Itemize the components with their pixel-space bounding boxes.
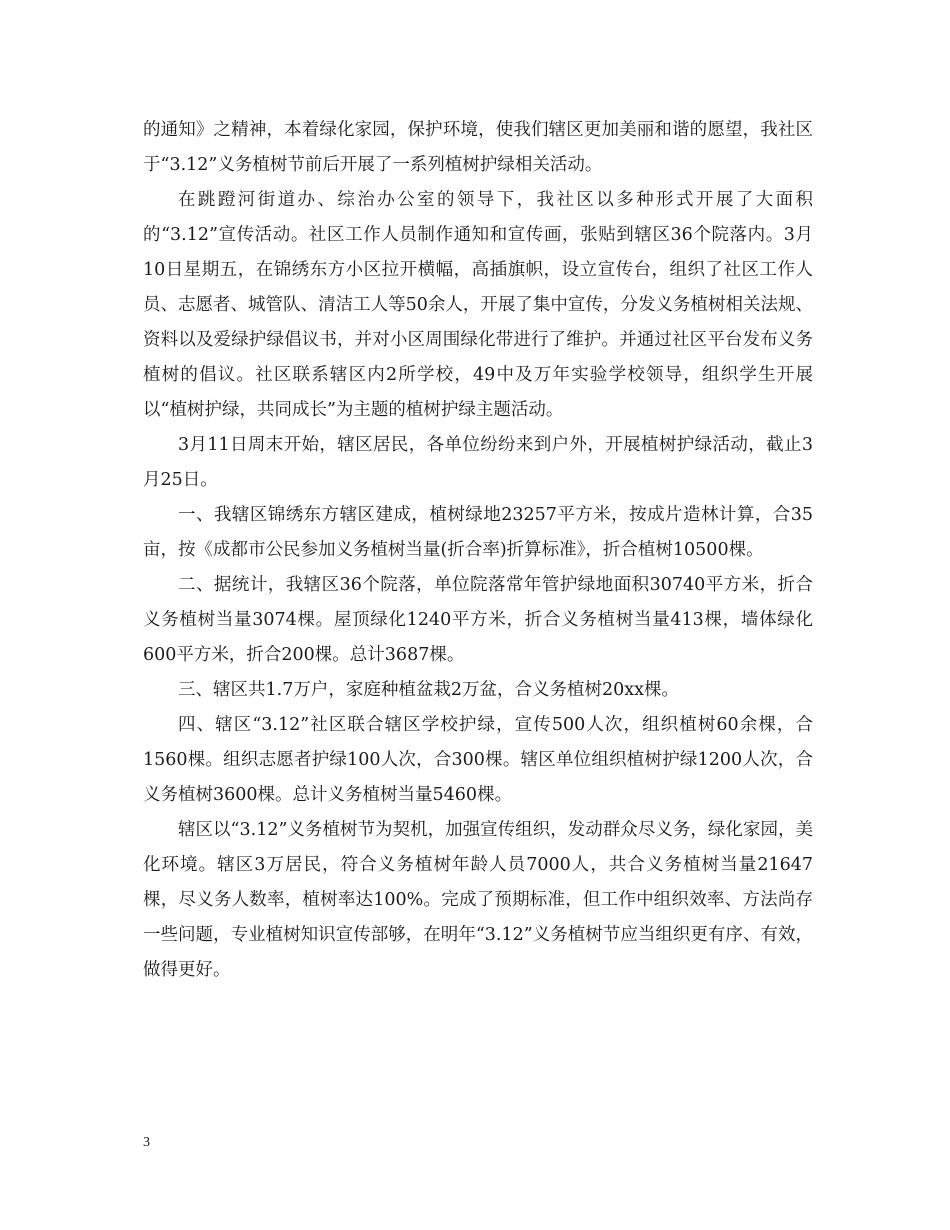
paragraph-3: 3月11日周末开始，辖区居民，各单位纷纷来到户外，开展植树护绿活动，截止3月25日。 bbox=[143, 435, 813, 490]
paragraph-4: 一、我辖区锦绣东方辖区建成，植树绿地23257平方米，按成片造林计算，合35亩，按《成都市公民参加义务植树当量(折合率)折算标准》，折合植树10500棵。 bbox=[143, 505, 813, 560]
paragraph-6: 三、辖区共1.7万户，家庭种植盆栽2万盆，合义务植树20xx棵。 bbox=[178, 680, 679, 700]
paragraph-7: 四、辖区“3.12”社区联合辖区学校护绿，宣传500人次，组织植树60余棵，合1560棵。组织志愿者护绿100人次，合300棵。辖区单位组织植树护绿1200人次，合义务植树3600棵。总计义务植树当量5460棵。 bbox=[143, 715, 813, 805]
paragraph-1: 的通知》之精神，本着绿化家园，保护环境，使我们辖区更加美丽和谐的愿望，我社区于“3.12”义务植树节前后开展了一系列植树护绿相关活动。 bbox=[143, 120, 813, 175]
paragraph-8: 辖区以“3.12”义务植树节为契机，加强宣传组织，发动群众尽义务，绿化家园，美化环境。辖区3万居民，符合义务植树年龄人员7000人，共合义务植树当量21647棵，尽义务人数率，植树率达100%。完成了预期标准，但工作中组织效率、方法尚存一些问题，专业植树知识宣传部够，在明年“3.12”义务植树节应当组织更有序、有效，做得更好。 bbox=[143, 820, 813, 980]
paragraph-2: 在跳蹬河街道办、综治办公室的领导下，我社区以多种形式开展了大面积的“3.12”宣传活动。社区工作人员制作通知和宣传画，张贴到辖区36个院落内。3月10日星期五，在锦绣东方小区拉开横幅，高插旗帜，设立宣传台，组织了社区工作人员、志愿者、城管队、清洁工人等50余人，开展了集中宣传，分发义务植树相关法规、资料以及爱绿护绿倡议书，并对小区周围绿化带进行了维护。并通过社区平台发布义务植树的倡议。社区联系辖区内2所学校，49中及万年实验学校领导，组织学生开展以“植树护绿，共同成长”为主题的植树护绿主题活动。 bbox=[143, 190, 813, 420]
document-body bbox=[143, 113, 813, 988]
paragraph-5: 二、据统计，我辖区36个院落，单位院落常年管护绿地面积30740平方米，折合义务植树当量3074棵。屋顶绿化1240平方米，折合义务植树当量413棵，墙体绿化600平方米，折合200棵。总计3687棵。 bbox=[143, 575, 813, 665]
page-number: 3 bbox=[143, 1135, 150, 1150]
